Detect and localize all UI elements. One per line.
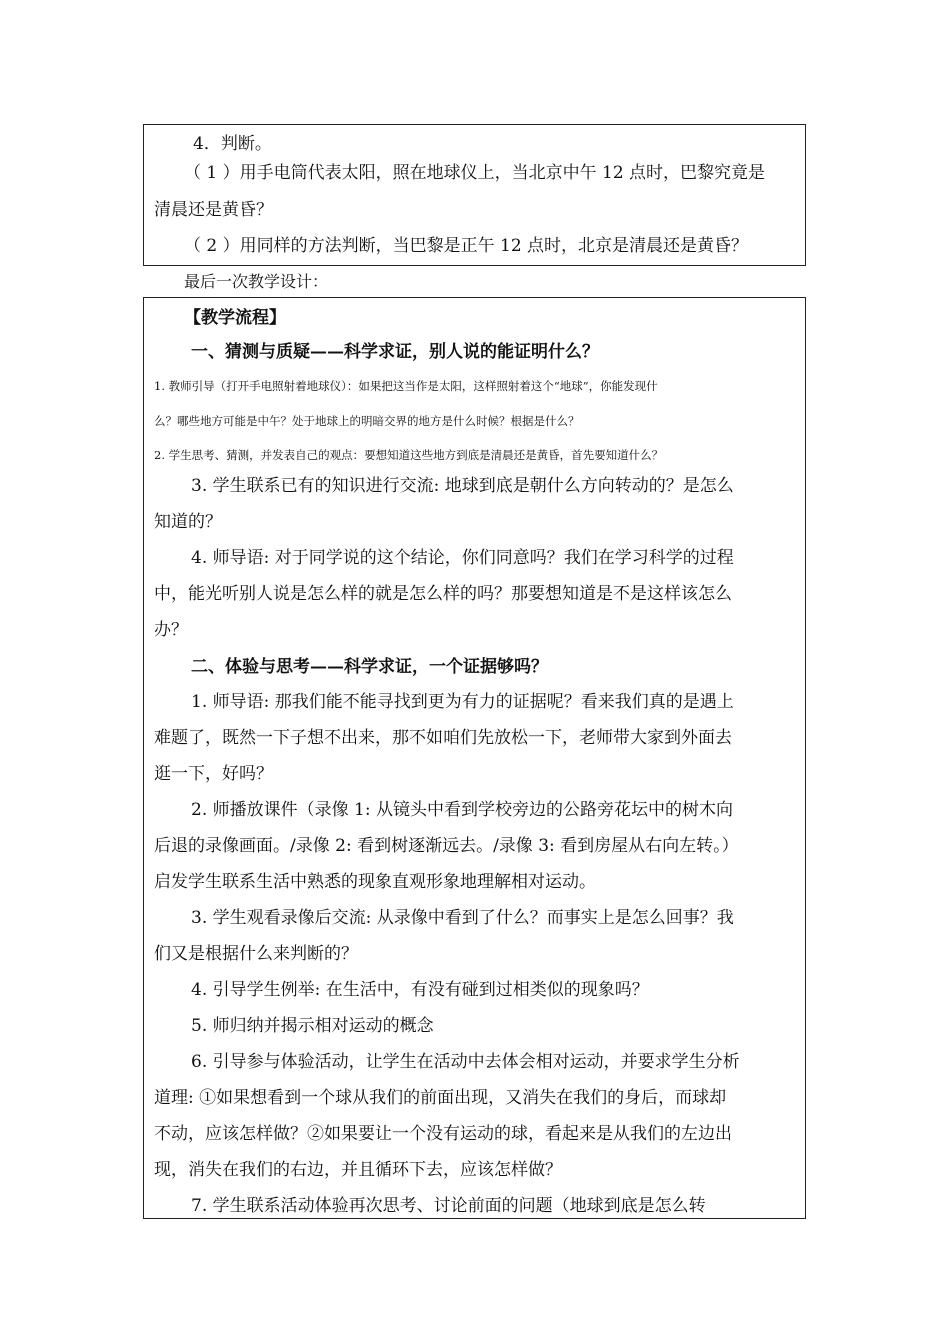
s2-item1-line2: 难题了，既然一下子想不出来，那不如咱们先放松一下，老师带大家到外面去 [154, 728, 732, 748]
s2-item6-line1: 6. 引导参与体验活动，让学生在活动中去体会相对运动，并要求学生分析 [191, 1052, 740, 1072]
main-text-box [143, 297, 806, 1219]
s2-item2-line1: 2. 师播放课件（录像 1: 从镜头中看到学校旁边的公路旁花坛中的树木向 [191, 800, 733, 820]
s2-item2-line2: 后退的录像画面。/录像 2: 看到树逐渐远去。/录像 3: 看到房屋从右向左转。） [154, 836, 739, 856]
s1-item1-line1: 1. 教师引导（打开手电照射着地球仪）：如果把这当作是太阳，这样照射着这个“地球”，你能发现什 [154, 379, 658, 393]
s1-item4-line2: 中，能光听别人说是怎么样的就是怎么样的吗？那要想知道是不是这样该怎么 [154, 584, 732, 604]
s1-item4-line1: 4. 师导语: 对于同学说的这个结论，你们同意吗？我们在学习科学的过程 [191, 548, 734, 568]
s2-item1-line1: 1. 师导语: 那我们能不能寻找到更为有力的证据呢？看来我们真的是遇上 [191, 692, 734, 712]
s1-item1-line2: 么？哪些地方可能是中午？处于地球上的明暗交界的地方是什么时候？根据是什么？ [154, 414, 580, 428]
s2-item6-line3: 不动，应该怎样做？②如果要让一个没有运动的球，看起来是从我们的左边出 [154, 1124, 732, 1144]
s1-item4-line3: 办？ [154, 620, 188, 640]
s1-item3-line1: 3. 学生联系已有的知识进行交流: 地球到底是朝什么方向转动的？是怎么 [191, 476, 734, 496]
s2-item3-line2: 们又是根据什么来判断的？ [154, 944, 358, 964]
s2-item7-line1: 7. 学生联系活动体验再次思考、讨论前面的问题（地球到底是怎么转 [191, 1196, 706, 1216]
s2-item1-line3: 逛一下，好吗？ [154, 764, 273, 784]
top-line-2: （ 1 ）用手电筒代表太阳，照在地球仪上，当北京中午 12 点时，巴黎究竟是 [184, 163, 766, 183]
s2-item3-line1: 3. 学生观看录像后交流: 从录像中看到了什么？而事实上是怎么回事？我 [191, 908, 734, 928]
s2-item4: 4. 引导学生例举: 在生活中，有没有碰到过相类似的现象吗？ [191, 980, 649, 1000]
s2-item2-line3: 启发学生联系生活中熟悉的现象直观形象地理解相对运动。 [154, 872, 596, 892]
s1-item3-line2: 知道的？ [154, 512, 222, 532]
section-1-heading: 一、猜测与质疑——科学求证，别人说的能证明什么？ [191, 342, 599, 362]
top-line-4: （ 2 ）用同样的方法判断，当巴黎是正午 12 点时，北京是清晨还是黄昏？ [184, 236, 749, 256]
main-title: 【教学流程】 [184, 308, 286, 328]
s2-item6-line2: 道理: ①如果想看到一个球从我们的前面出现，又消失在我们的身后，而球却 [154, 1088, 727, 1108]
top-line-3: 清晨还是黄昏？ [154, 200, 273, 220]
s2-item6-line4: 现，消失在我们的右边，并且循环下去，应该怎样做？ [154, 1160, 562, 1180]
s1-item2: 2. 学生思考、猜测，并发表自己的观点：要想知道这些地方到底是清晨还是黄昏，首先要知道什么？ [154, 448, 664, 462]
s2-item5: 5. 师归纳并揭示相对运动的概念 [191, 1016, 434, 1036]
section-2-heading: 二、体验与思考——科学求证，一个证据够吗？ [191, 657, 548, 677]
top-line-1: 4．判断。 [193, 134, 272, 154]
section-caption: 最后一次教学设计： [184, 272, 329, 291]
